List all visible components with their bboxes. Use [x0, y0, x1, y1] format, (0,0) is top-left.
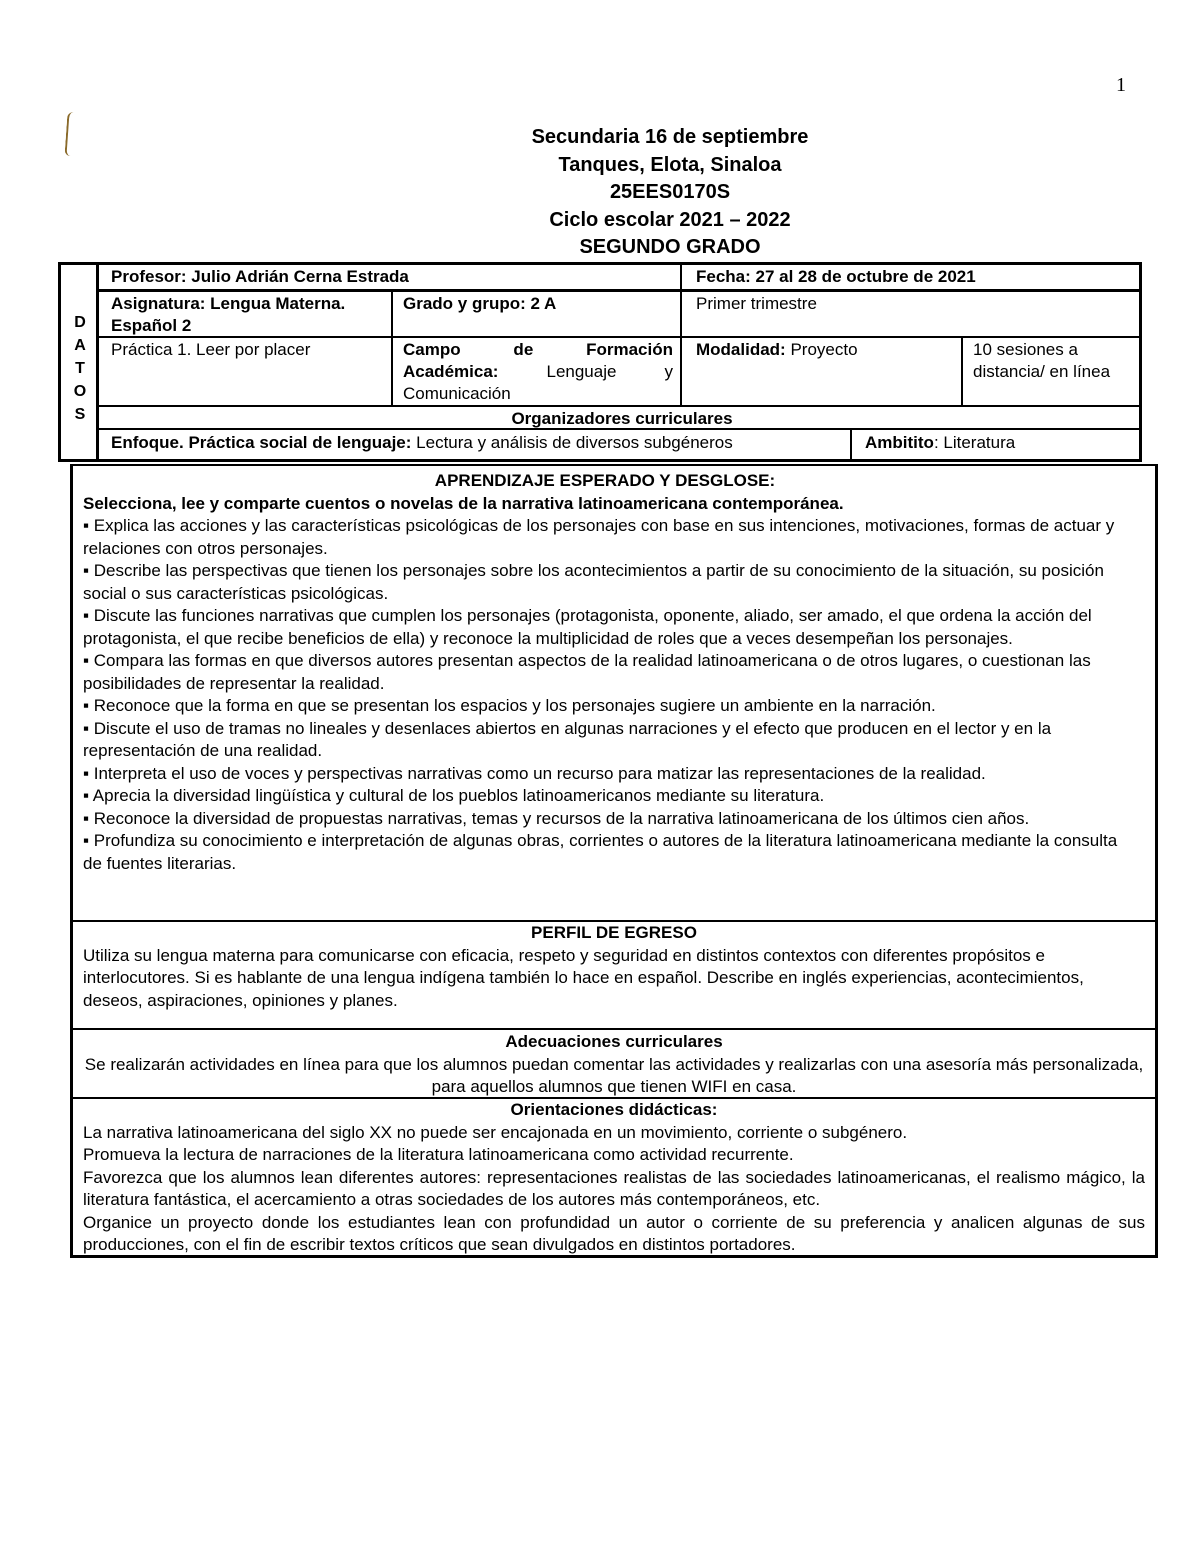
- campo-cell: [395, 338, 681, 404]
- aprendizaje-item: ▪ Reconoce la diversidad de propuestas narrativas, temas y recursos de la narrativa latinoamericana de los últimos cien años.: [83, 808, 1030, 828]
- enfoque-label: Enfoque. Práctica social de lenguaje:: [111, 433, 412, 452]
- datos-letter: D: [74, 314, 86, 331]
- perfil-title: PERFIL DE EGRESO: [531, 923, 697, 942]
- orientaciones-section: [73, 1099, 1155, 1257]
- orientaciones-title: Orientaciones didácticas:: [510, 1100, 718, 1119]
- orientaciones-line: La narrativa latinoamericana del siglo XX no puede ser encajonada en un movimiento, corriente o subgénero.: [83, 1122, 908, 1142]
- document-header: [300, 124, 1040, 262]
- aprendizaje-item: ▪ Reconoce que la forma en que se presentan los espacios y los personajes sugiere un ambiente en la narración.: [83, 696, 936, 715]
- perfil-text: Utiliza su lengua materna para comunicarse con eficacia, respeto y seguridad en distintos contextos con diferentes propósitos e interlocutores. Si es hablante de una lengua indígena también lo hace en español. Describe en inglés experiencias, acontecimientos, deseos, aspiraciones, opiniones y planes.: [83, 945, 1084, 1010]
- modalidad-cell: [691, 338, 961, 404]
- datos-letter: O: [73, 383, 87, 400]
- datos-letter: T: [75, 360, 85, 377]
- school-cycle: Ciclo escolar 2021 – 2022: [549, 208, 791, 231]
- orientaciones-line: Organice un proyecto donde los estudiantes lean con profundidad un autor o corriente de su preferencia y analicen algunas de sus producciones, con el fin de escribir textos críticos que sean divulgados en distintos portadores.: [83, 1212, 1145, 1254]
- aprendizaje-section: [73, 470, 1155, 875]
- ambito-label: Ambitito: [865, 433, 934, 452]
- margin-mark: [64, 112, 77, 156]
- aprendizaje-subtitle: Selecciona, lee y comparte cuentos o novelas de la narrativa latinoamericana contemporánea.: [83, 493, 844, 513]
- datos-letter: S: [74, 406, 86, 423]
- aprendizaje-title: APRENDIZAJE ESPERADO Y DESGLOSE:: [434, 471, 776, 490]
- aprendizaje-item: ▪ Interpreta el uso de voces y perspectivas narrativas como un recurso para matizar las representaciones de la realidad.: [83, 763, 986, 783]
- ambito-cell: [855, 431, 1141, 461]
- datos-side-label: [61, 265, 99, 459]
- aprendizaje-item: ▪ Profundiza su conocimiento e interpretación de algunas obras, corrientes o autores de la literatura latinoamericana mediante la consulta de fuentes literarias.: [83, 831, 1118, 873]
- modalidad-label: Modalidad:: [696, 340, 786, 359]
- asignatura-cell: Asignatura: Lengua Materna. Español 2: [111, 294, 346, 335]
- datos-letter: A: [74, 337, 86, 354]
- adecuaciones-title: Adecuaciones curriculares: [505, 1032, 723, 1051]
- sesiones-cell: 10 sesiones a distancia/ en línea: [973, 340, 1111, 381]
- practica-cell: Práctica 1. Leer por placer: [111, 340, 311, 359]
- school-name: Secundaria 16 de septiembre: [531, 126, 809, 148]
- adecuaciones-text: Se realizarán actividades en línea para que los alumnos puedan comentar las actividades y realizarlas con una asesoría más personalizada, para aquellos alumnos que tienen WIFI en casa.: [84, 1054, 1144, 1096]
- aprendizaje-item: ▪ Discute el uso de tramas no lineales y desenlaces abiertos en algunas narraciones y el efecto que producen en el lector y en la representación de una realidad.: [83, 718, 1052, 760]
- school-code: 25EES0170S: [609, 181, 731, 203]
- page-number: 1: [1116, 74, 1126, 96]
- school-location: Tanques, Elota, Sinaloa: [558, 153, 782, 176]
- school-grade: SEGUNDO GRADO: [579, 236, 761, 258]
- adecuaciones-section: [73, 1031, 1155, 1099]
- aprendizaje-item: ▪ Discute las funciones narrativas que cumplen los personajes (protagonista, oponente, aliado, ser amado, el que ordena la acción del protagonista, el que recibe beneficios de ella) y reconoce la multiplicidad de roles que a veces desempeñan los personajes.: [83, 606, 1092, 648]
- orientaciones-line: Promueva la lectura de narraciones de la literatura latinoamericana como actividad recurrente.: [83, 1145, 794, 1164]
- modalidad-value: Proyecto: [790, 340, 858, 359]
- orientaciones-line: Favorezca que los alumnos lean diferentes autores: representaciones realistas de las sociedades latinoamericanas, el realismo mágico, la literatura fantástica, el acercamiento a otras sociedades de los autores más contemporáneos, etc.: [83, 1167, 1145, 1209]
- aprendizaje-item: ▪ Compara las formas en que diversos autores presentan aspectos de la realidad latinoamericana o de otros lugares, o cuestionan las posibilidades de representar la realidad.: [83, 651, 1091, 693]
- ambito-value: : Literatura: [933, 433, 1016, 452]
- profesor-cell: Profesor: Julio Adrián Cerna Estrada: [111, 267, 409, 286]
- campo-label: Campo de Formación Académica:: [403, 340, 673, 381]
- campo-value: Lenguaje y Comunicación: [403, 362, 673, 403]
- perfil-section: [73, 922, 1155, 1012]
- grado-grupo-cell: Grado y grupo: 2 A: [403, 294, 557, 313]
- aprendizaje-item: ▪ Aprecia la diversidad lingüística y cultural de los pueblos latinoamericanos mediante su literatura.: [83, 786, 825, 805]
- content-table: [70, 464, 1158, 1258]
- enfoque-cell: [103, 431, 851, 461]
- trimestre-cell: Primer trimestre: [696, 294, 817, 313]
- aprendizaje-item: ▪ Describe las perspectivas que tienen los personajes sobre los acontecimientos a partir de su conocimiento de la situación, su posición social o sus características psicológicas.: [83, 561, 1104, 603]
- organizadores-cell: Organizadores curriculares: [511, 409, 733, 428]
- aprendizaje-item: ▪ Explica las acciones y las características psicológicas de los personajes con base en sus intenciones, motivaciones, formas de actuar y relaciones con otros personajes.: [83, 516, 1115, 558]
- enfoque-value: Lectura y análisis de diversos subgéneros: [416, 433, 733, 452]
- fecha-cell: Fecha: 27 al 28 de octubre de 2021: [696, 267, 976, 286]
- datos-table: [58, 262, 1142, 462]
